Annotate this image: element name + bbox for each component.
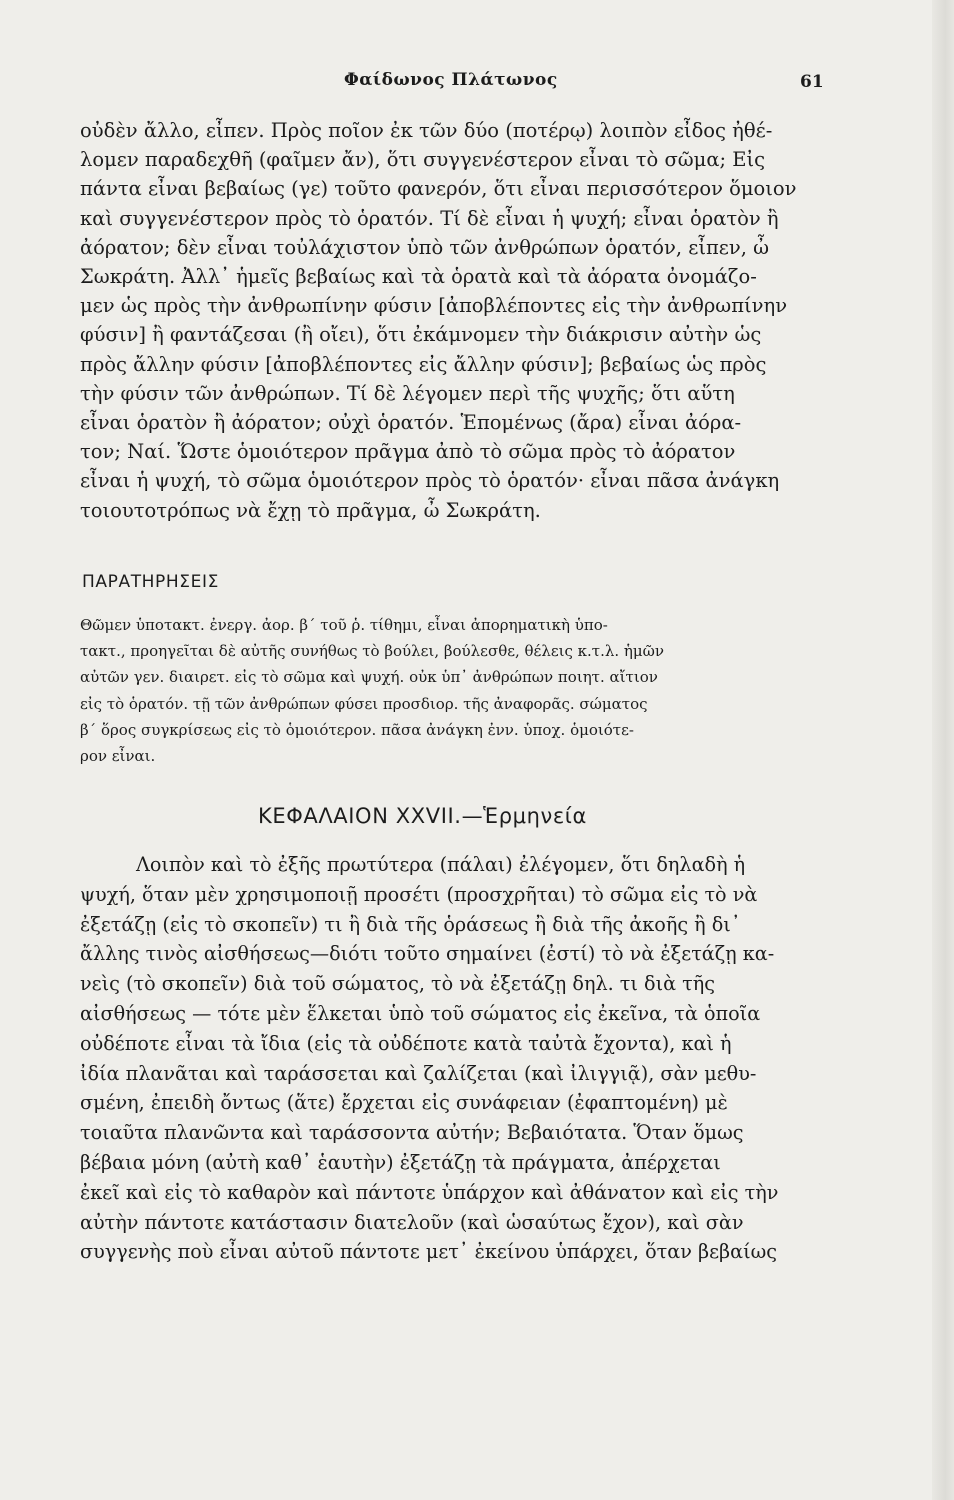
page-number: 61	[800, 72, 824, 92]
text-line: εἶναι ἡ ψυχή, τὸ σῶμα ὁμοιότερον πρὸς τὸ ὁρατόν· εἶναι πᾶσα ἀνάγκη	[80, 469, 780, 493]
note-line: Θῶμεν ὑποτακτ. ἐνεργ. ἀορ. β΄ τοῦ ῥ. τίθημι, εἶναι ἀπορηματικὴ ὑπο-	[80, 616, 608, 634]
chapter-paragraph	[80, 850, 830, 1267]
text-line: βέβαια μόνη (αὐτὴ καθ᾽ ἑαυτὴν) ἐξετάζῃ τὰ πράγματα, ἀπέρχεται	[80, 1150, 721, 1174]
text-line: ἄλλης τινὸς αἰσθήσεως—διότι τοῦτο σημαίνει (ἐστί) τὸ νὰ ἐξετάζῃ κα-	[80, 942, 775, 966]
text-line: τοιουτοτρόπως νὰ ἔχῃ τὸ πρᾶγμα, ὦ Σωκράτη.	[80, 498, 541, 522]
text-line: τοιαῦτα πλανῶντα καὶ ταράσσοντα αὐτήν; Βεβαιότατα. Ὅταν ὅμως	[80, 1121, 744, 1145]
text-line: καὶ συγγενέστερον πρὸς τὸ ὁρατόν. Τί δὲ εἶναι ἡ ψυχή; εἶναι ὁρατὸν ἢ	[80, 206, 779, 230]
text-line: τον; Ναί. Ὥστε ὁμοιότερον πρᾶγμα ἀπὸ τὸ σῶμα πρὸς τὸ ἀόρατον	[80, 440, 736, 464]
text-line: Σωκράτη. Ἀλλ᾽ ἡμεῖς βεβαίως καὶ τὰ ὁρατὰ καὶ τὰ ἀόρατα ὀνομάζο-	[80, 265, 757, 289]
page-header	[0, 70, 954, 96]
text-line: ἰδία πλανᾶται καὶ ταράσσεται καὶ ζαλίζεται (καὶ ἰλιγγιᾷ), σὰν μεθυ-	[80, 1061, 757, 1085]
text-line: εἶναι ὁρατὸν ἢ ἀόρατον; οὐχὶ ὁρατόν. Ἑπομένως (ἄρα) εἶναι ἀόρα-	[80, 411, 742, 435]
text-line: φύσιν] ἢ φαντάζεσαι (ἢ οἴει), ὅτι ἐκάμνομεν τὴν διάκρισιν αὐτὴν ὡς	[80, 323, 762, 347]
text-line: πάντα εἶναι βεβαίως (γε) τοῦτο φανερόν, ὅτι εἶναι περισσότερον ὅμοιον	[80, 177, 797, 201]
note-line: ρον εἶναι.	[80, 747, 156, 766]
notes-block	[80, 612, 830, 769]
text-line: Λοιπὸν καὶ τὸ ἐξῆς πρωτύτερα (πάλαι) ἐλέγομεν, ὅτι δηλαδὴ ἡ	[136, 853, 746, 876]
chapter-heading: ΚΕΦΑΛΑΙΟΝ XXVII.—Ἑρμηνεία	[258, 804, 587, 828]
note-line: β΄ ὅρος συγκρίσεως εἰς τὸ ὁμοιότερον. πᾶσα ἀνάγκη ἐνν. ὑποχ. ὁμοιότε-	[80, 720, 634, 739]
text-line: ἐξετάζῃ (εἰς τὸ σκοπεῖν) τι ἢ διὰ τῆς ὁράσεως ἢ διὰ τῆς ἀκοῆς ἢ δι᾽	[80, 912, 741, 936]
note-line: αὐτῶν γεν. διαιρετ. εἰς τὸ σῶμα καὶ ψυχή. οὐκ ὑπ᾽ ἀνθρώπων ποιητ. αἴτιον	[80, 668, 658, 687]
note-line: εἰς τὸ ὁρατόν. τῇ τῶν ἀνθρώπων φύσει προσδιορ. τῆς ἀναφορᾶς. σώματος	[80, 694, 648, 713]
text-line: αἰσθήσεως — τότε μὲν ἕλκεται ὑπὸ τοῦ σώματος εἰς ἐκεῖνα, τὰ ὁποῖα	[80, 1001, 761, 1025]
notes-heading: ΠΑΡΑΤΗΡΗΣΕΙΣ	[82, 572, 219, 592]
text-line: αὐτὴν πάντοτε κατάστασιν διατελοῦν (καὶ ὡσαύτως ἔχον), καὶ σὰν	[80, 1210, 744, 1234]
running-title: Φαίδωνος Πλάτωνος	[344, 70, 558, 90]
text-line: ἐκεῖ καὶ εἰς τὸ καθαρὸν καὶ πάντοτε ὑπάρχον καὶ ἀθάνατον καὶ εἰς τὴν	[80, 1180, 779, 1204]
text-line: οὐδέποτε εἶναι τὰ ἴδια (εἰς τὰ οὐδέποτε κατὰ ταὐτὰ ἔχοντα), καὶ ἡ	[80, 1031, 732, 1055]
text-line: ἀόρατον; δὲν εἶναι τοὐλάχιστον ὑπὸ τῶν ἀνθρώπων ὁρατόν, εἶπεν, ὦ	[80, 235, 770, 259]
text-line: οὐδὲν ἄλλο, εἶπεν. Πρὸς ποῖον ἐκ τῶν δύο (ποτέρῳ) λοιπὸν εἶδος ἠθέ-	[80, 119, 773, 142]
text-line: σμένη, ἐπειδὴ ὄντως (ἅτε) ἔρχεται εἰς συνάφειαν (ἐφαπτομένη) μὲ	[80, 1091, 728, 1115]
text-line: νεὶς (τὸ σκοπεῖν) διὰ τοῦ σώματος, τὸ νὰ ἐξετάζῃ δηλ. τι διὰ τῆς	[80, 972, 716, 996]
text-line: μεν ὡς πρὸς τὴν ἀνθρωπίνην φύσιν [ἀποβλέποντες εἰς τὴν ἀνθρωπίνην	[80, 294, 788, 318]
text-line: συγγενὴς ποὺ εἶναι αὐτοῦ πάντοτε μετ᾽ ἐκείνου ὑπάρχει, ὅταν βεβαίως	[80, 1240, 778, 1264]
note-line: τακτ., προηγεῖται δὲ αὐτῆς συνήθως τὸ βούλει, βούλεσθε, θέλεις κ.τ.λ. ἡμῶν	[80, 642, 664, 661]
text-line: λομεν παραδεχθῆ (φαῖμεν ἄν), ὅτι συγγενέστερον εἶναι τὸ σῶμα; Εἰς	[80, 148, 766, 172]
text-line: ψυχή, ὅταν μὲν χρησιμοποιῇ προσέτι (προσχρῆται) τὸ σῶμα εἰς τὸ νὰ	[80, 882, 758, 906]
text-line: τὴν φύσιν τῶν ἀνθρώπων. Τί δὲ λέγομεν περὶ τῆς ψυχῆς; ὅτι αὕτη	[80, 381, 735, 405]
page-gutter	[932, 0, 954, 1500]
text-line: πρὸς ἄλλην φύσιν [ἀποβλέποντες εἰς ἄλλην φύσιν]; βεβαίως ὡς πρὸς	[80, 352, 767, 376]
main-paragraph	[80, 116, 830, 525]
